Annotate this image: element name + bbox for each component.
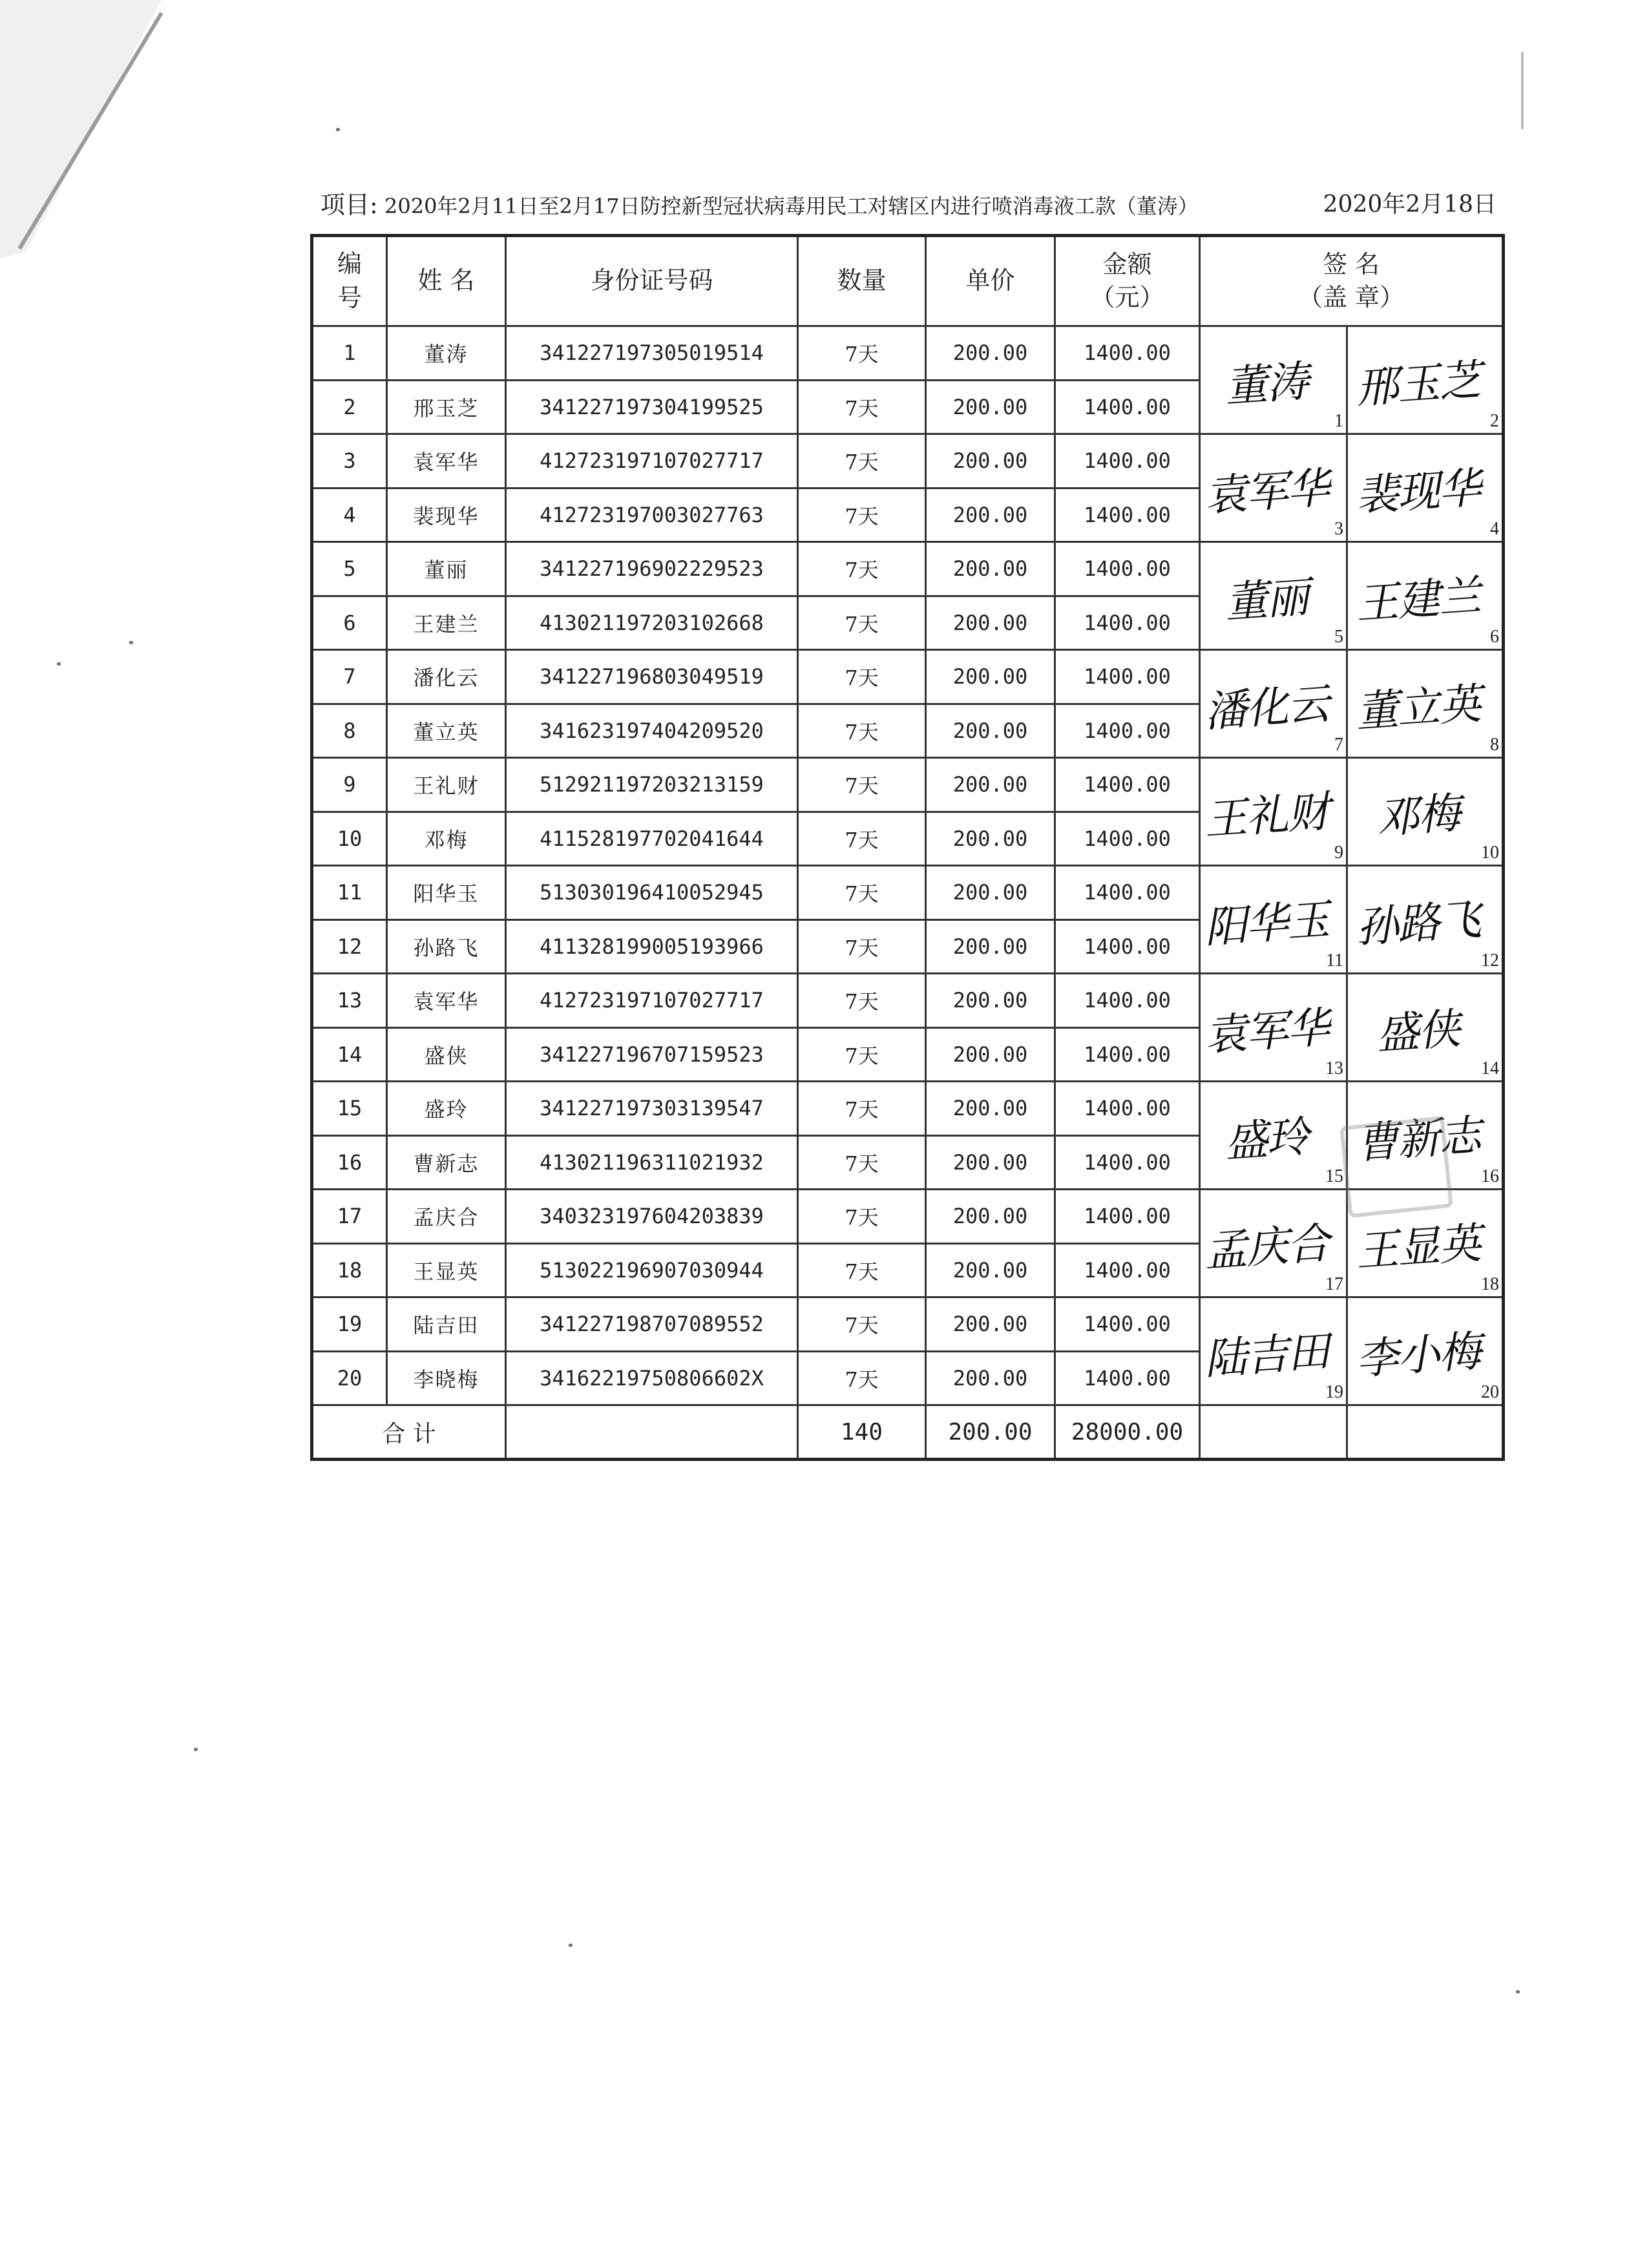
table-row [312, 758, 1504, 812]
faint-stamp [1339, 1116, 1453, 1218]
total-label: 合 计 [312, 1405, 506, 1460]
row-id-number: 340323197604203839 [506, 1190, 798, 1244]
signature-index: 3 [1334, 519, 1343, 539]
table-row [312, 1190, 1504, 1244]
signature-index: 8 [1490, 735, 1499, 755]
row-qty: 7天 [798, 866, 926, 920]
row-amount: 1400.00 [1055, 488, 1200, 542]
row-price: 200.00 [926, 650, 1055, 704]
signature-box [1348, 327, 1502, 433]
handwritten-signature: 曹新志 [1354, 1109, 1482, 1169]
signature-index: 14 [1481, 1058, 1499, 1078]
table-row [312, 1297, 1504, 1352]
document-date: 2020年2月18日 [1323, 191, 1497, 218]
table-header-row [312, 236, 1504, 326]
signature-box [1201, 435, 1346, 541]
row-name: 阳华玉 [387, 866, 506, 920]
row-id-number: 411528197702041644 [506, 812, 798, 866]
row-amount: 1400.00 [1055, 1135, 1200, 1190]
signature-cell-right [1347, 974, 1504, 1082]
signature-index: 18 [1481, 1274, 1499, 1294]
signature-cell-left [1200, 1082, 1347, 1190]
row-name: 邢玉芝 [387, 380, 506, 434]
row-price: 200.00 [926, 326, 1055, 381]
handwritten-signature: 袁军华 [1203, 462, 1330, 521]
col-header-amount-line1: 金额 [1102, 249, 1152, 278]
total-sign-empty-right [1347, 1405, 1504, 1460]
row-name: 裴现华 [387, 488, 506, 542]
signature-box [1348, 1298, 1502, 1404]
total-qty: 140 [798, 1405, 926, 1460]
signature-index: 6 [1490, 627, 1499, 647]
row-id-number: 341227197304199525 [506, 380, 798, 434]
row-qty: 7天 [798, 919, 926, 974]
col-header-signature [1200, 236, 1504, 326]
row-qty: 7天 [798, 812, 926, 866]
table-row [312, 326, 1504, 381]
row-price: 200.00 [926, 380, 1055, 434]
handwritten-signature: 潘化云 [1203, 678, 1330, 737]
signature-cell-left [1200, 1297, 1347, 1405]
signature-box [1201, 1298, 1346, 1404]
row-name: 王礼财 [387, 758, 506, 812]
handwritten-signature: 阳华玉 [1203, 894, 1330, 953]
row-id-number: 341227197303139547 [506, 1082, 798, 1136]
row-name: 董涛 [387, 326, 506, 381]
row-price: 200.00 [926, 1082, 1055, 1136]
row-qty: 7天 [798, 434, 926, 488]
handwritten-signature: 袁军华 [1203, 1002, 1330, 1061]
row-amount: 1400.00 [1055, 758, 1200, 812]
signature-cell-right [1347, 434, 1504, 542]
row-price: 200.00 [926, 704, 1055, 758]
signature-box [1348, 866, 1502, 972]
row-qty: 7天 [798, 1027, 926, 1082]
row-name: 李晓梅 [387, 1351, 506, 1405]
signature-box [1201, 543, 1346, 649]
handwritten-signature: 孙路飞 [1354, 894, 1482, 953]
row-id-number: 513022196907030944 [506, 1243, 798, 1297]
row-amount: 1400.00 [1055, 1082, 1200, 1136]
signature-cell-right [1347, 1297, 1504, 1405]
document-header [320, 186, 1497, 218]
total-id-empty [506, 1405, 798, 1460]
handwritten-signature: 邓梅 [1374, 788, 1461, 843]
row-qty: 7天 [798, 488, 926, 542]
row-amount: 1400.00 [1055, 542, 1200, 596]
signature-index: 16 [1481, 1166, 1499, 1186]
row-no: 4 [312, 488, 387, 542]
handwritten-signature: 裴现华 [1354, 462, 1482, 521]
row-price: 200.00 [926, 1027, 1055, 1082]
row-id-number: 412723197003027763 [506, 488, 798, 542]
signature-index: 15 [1325, 1166, 1343, 1186]
row-name: 孟庆合 [387, 1190, 506, 1244]
row-name: 孙路飞 [387, 919, 506, 974]
signature-cell-left [1200, 866, 1347, 974]
total-amount: 28000.00 [1055, 1405, 1200, 1460]
row-id-number: 411328199005193966 [506, 919, 798, 974]
signature-index: 12 [1481, 950, 1499, 971]
row-name: 潘化云 [387, 650, 506, 704]
handwritten-signature: 陆吉田 [1203, 1325, 1330, 1385]
total-sign-empty-left [1200, 1405, 1347, 1460]
total-price: 200.00 [926, 1405, 1055, 1460]
row-no: 10 [312, 812, 387, 866]
handwritten-signature: 王礼财 [1203, 786, 1330, 845]
signature-cell-left [1200, 1190, 1347, 1297]
signature-cell-left [1200, 974, 1347, 1082]
row-qty: 7天 [798, 542, 926, 596]
col-header-no-text: 编号 [337, 249, 362, 312]
scan-speck [129, 641, 133, 644]
row-qty: 7天 [798, 1351, 926, 1405]
row-id-number: 341227196902229523 [506, 542, 798, 596]
scan-speck [569, 1944, 572, 1947]
row-price: 200.00 [926, 974, 1055, 1028]
scan-corner-shadow [0, 0, 168, 271]
col-header-sign-line2: （盖 章） [1297, 283, 1405, 311]
total-row [312, 1405, 1504, 1460]
row-no: 19 [312, 1297, 387, 1352]
signature-box [1348, 759, 1502, 865]
handwritten-signature: 盛侠 [1374, 1003, 1461, 1059]
row-id-number: 341623197404209520 [506, 704, 798, 758]
row-name: 王显英 [387, 1243, 506, 1297]
row-id-number: 341227197305019514 [506, 326, 798, 381]
row-amount: 1400.00 [1055, 1351, 1200, 1405]
signature-index: 7 [1334, 735, 1343, 755]
handwritten-signature: 董丽 [1223, 572, 1310, 627]
row-id-number: 34162219750806602X [506, 1351, 798, 1405]
row-id-number: 513030196410052945 [506, 866, 798, 920]
signature-cell-right [1347, 650, 1504, 758]
table-row [312, 1082, 1504, 1136]
table-row [312, 866, 1504, 920]
row-price: 200.00 [926, 812, 1055, 866]
col-header-qty: 数量 [798, 236, 926, 326]
signature-box [1201, 651, 1346, 757]
row-name: 袁军华 [387, 974, 506, 1028]
row-amount: 1400.00 [1055, 919, 1200, 974]
signature-box [1201, 327, 1346, 433]
row-qty: 7天 [798, 380, 926, 434]
row-no: 13 [312, 974, 387, 1028]
scan-speck [194, 1748, 198, 1751]
row-amount: 1400.00 [1055, 974, 1200, 1028]
row-amount: 1400.00 [1055, 1243, 1200, 1297]
signature-box [1348, 543, 1502, 649]
scan-speck [336, 128, 340, 131]
row-amount: 1400.00 [1055, 434, 1200, 488]
signature-cell-left [1200, 326, 1347, 434]
row-id-number: 412723197107027717 [506, 974, 798, 1028]
row-amount: 1400.00 [1055, 812, 1200, 866]
row-no: 8 [312, 704, 387, 758]
row-qty: 7天 [798, 1190, 926, 1244]
handwritten-signature: 盛玲 [1223, 1111, 1310, 1167]
payroll-table [310, 234, 1505, 1461]
table-row [312, 434, 1504, 488]
col-header-no [312, 236, 387, 326]
signature-cell-right [1347, 326, 1504, 434]
signature-cell-right [1347, 866, 1504, 974]
row-id-number: 412723197107027717 [506, 434, 798, 488]
row-price: 200.00 [926, 1297, 1055, 1352]
row-no: 5 [312, 542, 387, 596]
row-qty: 7天 [798, 650, 926, 704]
signature-box [1201, 1082, 1346, 1188]
col-header-name: 姓 名 [387, 236, 506, 326]
row-qty: 7天 [798, 758, 926, 812]
row-no: 1 [312, 326, 387, 381]
row-id-number: 413021197203102668 [506, 596, 798, 650]
signature-cell-right [1347, 758, 1504, 866]
signature-index: 5 [1334, 627, 1343, 647]
col-header-price: 单价 [926, 236, 1055, 326]
row-no: 2 [312, 380, 387, 434]
row-id-number: 341227198707089552 [506, 1297, 798, 1352]
row-price: 200.00 [926, 758, 1055, 812]
row-amount: 1400.00 [1055, 1027, 1200, 1082]
row-qty: 7天 [798, 1082, 926, 1136]
signature-index: 2 [1490, 411, 1499, 431]
row-price: 200.00 [926, 919, 1055, 974]
row-amount: 1400.00 [1055, 1190, 1200, 1244]
row-name: 盛玲 [387, 1082, 506, 1136]
row-no: 14 [312, 1027, 387, 1082]
row-no: 18 [312, 1243, 387, 1297]
handwritten-signature: 李小梅 [1354, 1325, 1482, 1385]
row-no: 16 [312, 1135, 387, 1190]
row-no: 12 [312, 919, 387, 974]
col-header-sign-line1: 签 名 [1322, 249, 1380, 278]
row-amount: 1400.00 [1055, 326, 1200, 381]
row-amount: 1400.00 [1055, 1297, 1200, 1352]
signature-cell-left [1200, 650, 1347, 758]
scan-speck [57, 662, 61, 666]
scan-edge-mark [1521, 52, 1524, 129]
handwritten-signature: 王显英 [1354, 1217, 1482, 1277]
row-price: 200.00 [926, 542, 1055, 596]
signature-index: 9 [1334, 843, 1343, 863]
handwritten-signature: 董立英 [1354, 678, 1482, 737]
row-id-number: 413021196311021932 [506, 1135, 798, 1190]
row-price: 200.00 [926, 434, 1055, 488]
row-name: 盛侠 [387, 1027, 506, 1082]
signature-box [1201, 974, 1346, 1080]
signature-box [1348, 651, 1502, 757]
signature-box [1348, 974, 1502, 1080]
row-no: 3 [312, 434, 387, 488]
row-amount: 1400.00 [1055, 650, 1200, 704]
row-name: 袁军华 [387, 434, 506, 488]
row-qty: 7天 [798, 1297, 926, 1352]
row-price: 200.00 [926, 596, 1055, 650]
row-name: 王建兰 [387, 596, 506, 650]
row-price: 200.00 [926, 1351, 1055, 1405]
signature-index: 11 [1326, 950, 1343, 971]
project-line [320, 185, 1199, 220]
scan-speck [1516, 1990, 1520, 1993]
signature-index: 1 [1334, 411, 1343, 431]
row-amount: 1400.00 [1055, 866, 1200, 920]
signature-box [1201, 1190, 1346, 1296]
signature-cell-left [1200, 434, 1347, 542]
signature-cell-right [1347, 542, 1504, 650]
signature-box [1201, 866, 1346, 972]
row-name: 董丽 [387, 542, 506, 596]
row-price: 200.00 [926, 1190, 1055, 1244]
row-amount: 1400.00 [1055, 596, 1200, 650]
row-qty: 7天 [798, 1243, 926, 1297]
row-qty: 7天 [798, 974, 926, 1028]
row-price: 200.00 [926, 1243, 1055, 1297]
row-no: 20 [312, 1351, 387, 1405]
row-no: 7 [312, 650, 387, 704]
signature-cell-left [1200, 542, 1347, 650]
row-no: 6 [312, 596, 387, 650]
row-name: 邓梅 [387, 812, 506, 866]
project-text: 2020年2月11日至2月17日防控新型冠状病毒用民工对辖区内进行喷消毒液工款（董涛） [384, 193, 1199, 218]
col-header-amount [1055, 236, 1200, 326]
handwritten-signature: 邢玉芝 [1354, 354, 1482, 414]
signature-index: 13 [1325, 1058, 1343, 1078]
signature-index: 10 [1481, 843, 1499, 863]
signature-box [1201, 759, 1346, 865]
row-qty: 7天 [798, 326, 926, 381]
row-name: 陆吉田 [387, 1297, 506, 1352]
signature-index: 19 [1325, 1382, 1343, 1402]
row-name: 曹新志 [387, 1135, 506, 1190]
row-price: 200.00 [926, 1135, 1055, 1190]
signature-cell-left [1200, 758, 1347, 866]
row-name: 董立英 [387, 704, 506, 758]
row-no: 15 [312, 1082, 387, 1136]
row-id-number: 512921197203213159 [506, 758, 798, 812]
row-no: 17 [312, 1190, 387, 1244]
handwritten-signature: 王建兰 [1354, 570, 1482, 629]
table-row [312, 650, 1504, 704]
project-label: 项目: [320, 190, 378, 219]
col-header-amount-line2: （元） [1090, 283, 1164, 311]
table-body [312, 326, 1504, 1405]
row-no: 11 [312, 866, 387, 920]
table-row [312, 974, 1504, 1028]
row-amount: 1400.00 [1055, 380, 1200, 434]
row-id-number: 341227196707159523 [506, 1027, 798, 1082]
row-price: 200.00 [926, 866, 1055, 920]
handwritten-signature: 董涛 [1223, 356, 1310, 412]
signature-index: 20 [1481, 1382, 1499, 1402]
signature-index: 4 [1490, 519, 1499, 539]
signature-box [1348, 435, 1502, 541]
col-header-id: 身份证号码 [506, 236, 798, 326]
row-qty: 7天 [798, 596, 926, 650]
row-qty: 7天 [798, 1135, 926, 1190]
row-amount: 1400.00 [1055, 704, 1200, 758]
row-price: 200.00 [926, 488, 1055, 542]
row-no: 9 [312, 758, 387, 812]
table-row [312, 542, 1504, 596]
row-qty: 7天 [798, 704, 926, 758]
handwritten-signature: 孟庆合 [1203, 1217, 1330, 1277]
row-id-number: 341227196803049519 [506, 650, 798, 704]
signature-index: 17 [1325, 1274, 1343, 1294]
